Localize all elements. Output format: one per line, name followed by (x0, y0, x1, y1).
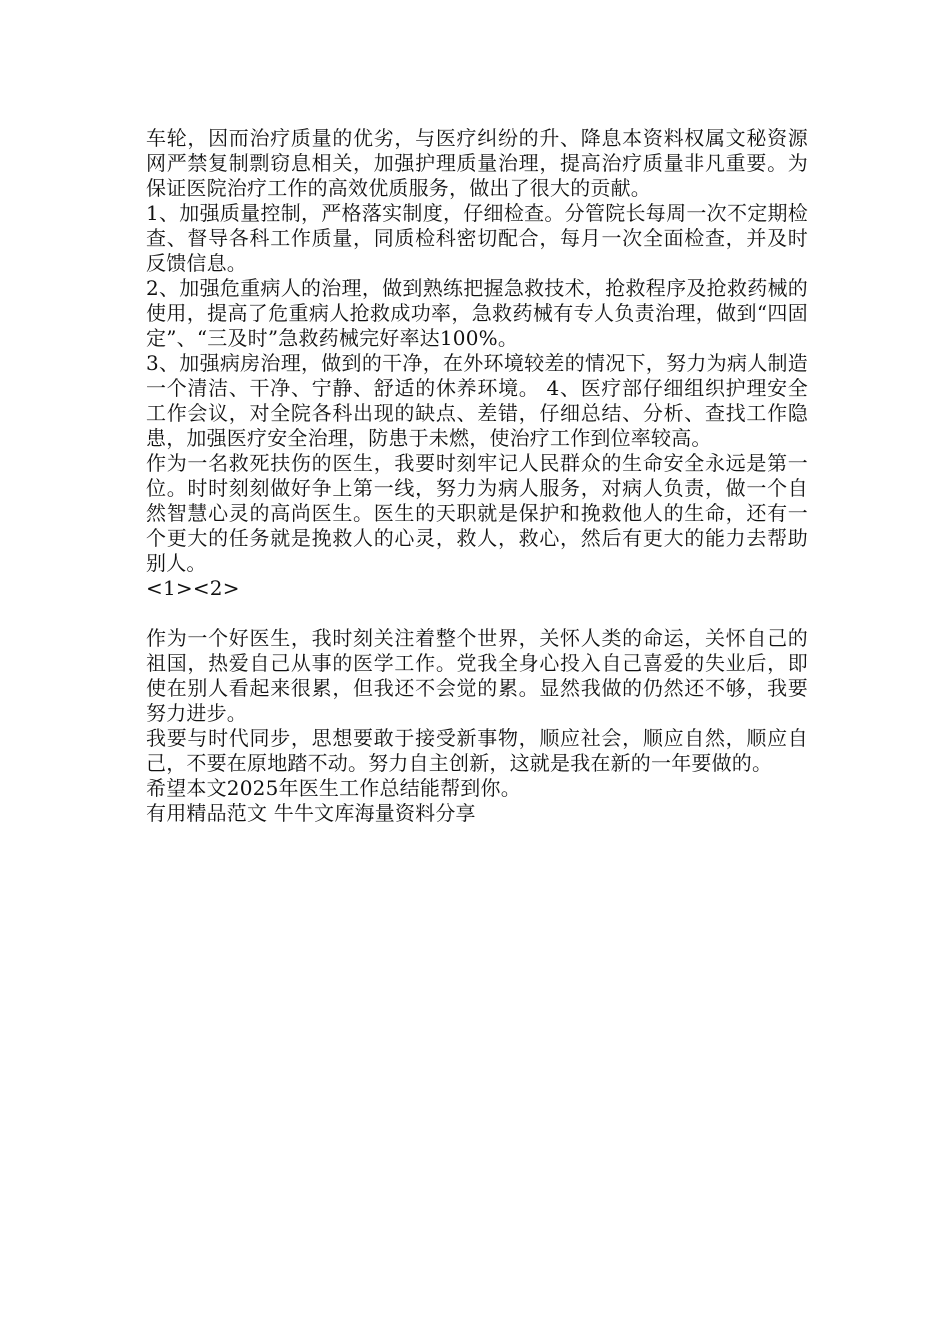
paragraph-keep-pace: 我要与时代同步，思想要敢于接受新事物，顺应社会，顺应自然，顺应自己，不要在原地踏不动。努力自主创新，这就是我在新的一年要做的。 (146, 726, 808, 775)
paragraph-closing: 希望本文2025年医生工作总结能帮到你。 (146, 776, 521, 800)
paragraph-item-2: 2、加强危重病人的治理，做到熟练把握急救技术，抢救程序及抢救药械的使用，提高了危重病人抢救成功率，急救药械有专人负责治理，做到“四固定”、“三及时”急救药械完好率达100%。 (146, 276, 808, 350)
paragraph-item-3-4: 3、加强病房治理，做到的干净，在外环境较差的情况下，努力为病人制造一个清洁、干净、宁静、舒适的休养环境。 4、医疗部仔细组织护理安全工作会议，对全院各科出现的缺点、差错，仔细总结、分析、查找工作隐患，加强医疗安全治理，防患于未燃，使治疗工作到位率较高。 (146, 351, 808, 450)
paragraph-doctor-duty: 作为一名救死扶伤的医生，我要时刻牢记人民群众的生命安全永远是第一位。时时刻刻做好争上第一线，努力为病人服务，对病人负责，做一个自然智慧心灵的高尚医生。医生的天职就是保护和挽救他人的生命，还有一个更大的任务就是挽救人的心灵，救人，救心，然后有更大的能力去帮助别人。 (146, 451, 808, 575)
paragraph-item-1: 1、加强质量控制，严格落实制度，仔细检查。分管院长每周一次不定期检查、督导各科工作质量，同质检科密切配合，每月一次全面检查，并及时反馈信息。 (146, 201, 808, 275)
footer-tagline: 有用精品范文 牛牛文库海量资料分享 (146, 801, 476, 825)
paragraph-intro: 车轮，因而治疗质量的优劣，与医疗纠纷的升、降息本资料权属文秘资源网严禁复制剽窃息相关，加强护理质量治理，提高治疗质量非凡重要。为保证医院治疗工作的高效优质服务，做出了很大的贡献。 (146, 126, 808, 200)
page-links[interactable]: <1><2> (146, 576, 240, 600)
paragraph-good-doctor: 作为一个好医生，我时刻关注着整个世界，关怀人类的命运，关怀自己的祖国，热爱自己从事的医学工作。党我全身心投入自己喜爱的失业后，即使在别人看起来很累，但我还不会觉的累。显然我做的仍然还不够，我要努力进步。 (146, 626, 808, 725)
document-body (146, 126, 808, 826)
